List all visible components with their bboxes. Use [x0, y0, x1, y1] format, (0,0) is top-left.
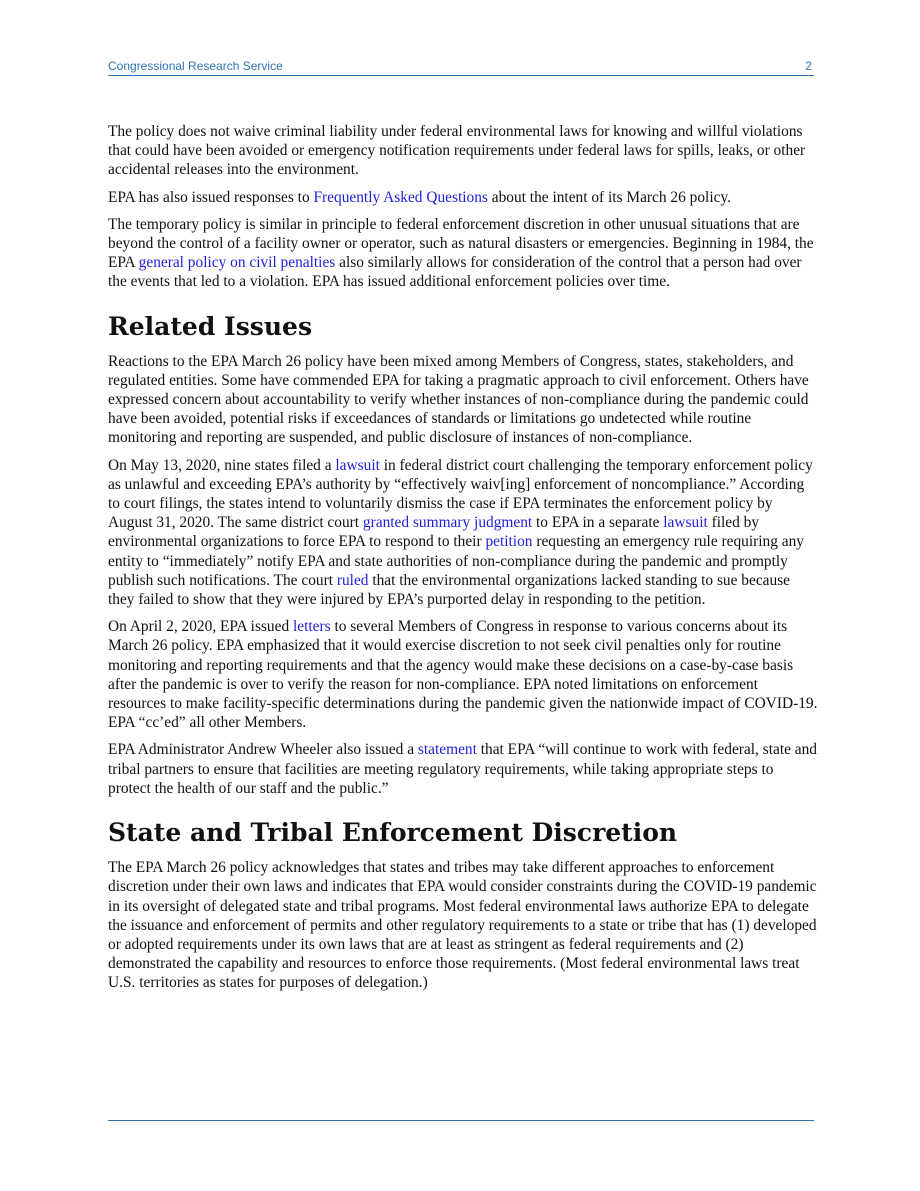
statement-link[interactable]: statement — [417, 741, 477, 759]
paragraph-criminal-liability: The policy does not waive criminal liability under federal environmental laws for knowing and willful violations that could have been avoided or emergency notification requirements under federal laws for spills, leaks, or other accidental releases into the environment. — [108, 123, 806, 179]
paragraph-letters: On April 2, 2020, EPA issued letters to several Members of Congress in response to various concerns about its March 26 policy. EPA emphasized that it would exercise discretion to not seek civil penalties only for routine monitoring and reporting requirements and that the agency would make these decisions on a case-by-case basis after the pandemic is over to verify the reason for non-compliance. EPA noted limitations on enforcement resources to make facility-specific determinations during the pandemic given the nationwide impact of COVID-19. EPA “cc’ed” all other Members. — [108, 618, 818, 732]
faq-link[interactable]: Frequently Asked Questions — [313, 188, 488, 206]
header-source: Congressional Research Service — [108, 59, 283, 73]
paragraph-statement: EPA Administrator Andrew Wheeler also issued a statement that EPA “will continue to work with federal, state and tribal partners to ensure that facilities are meeting regulatory requirements, while taking appropriate steps to protect the health of our staff and the public.” — [108, 741, 817, 797]
environmental-lawsuit-link[interactable]: lawsuit — [663, 514, 708, 532]
summary-judgment-link[interactable]: granted summary judgment — [362, 514, 533, 532]
paragraph-temporary-policy: The temporary policy is similar in principle to federal enforcement discretion in other unusual situations that are beyond the control of a facility owner or operator, such as natural disasters or emergencies. Beginning in 1984, the EPA general policy on civil penalties also similarly allows for consideration of the control that a person had over the events that led to a violation. EPA has issued additional enforcement policies over time. — [108, 215, 814, 291]
document-body — [108, 122, 818, 1001]
paragraph-state-tribal: The EPA March 26 policy acknowledges that states and tribes may take different approaches to enforcement discretion under their own laws and indicates that EPA would consider constraints during the COVID-19 pandemic in its oversight of delegated state and tribal programs. Most federal environmental laws authorize EPA to delegate the issuance and enforcement of permits and other regulatory requirements to a state or tribe that has (1) developed or adopted requirements under its own laws that are at least as stringent as federal requirements and (2) demonstrated the capability and resources to enforce those requirements. (Most federal environmental laws treat U.S. territories as states for purposes of delegation.) — [108, 859, 817, 992]
paragraph-lawsuit: On May 13, 2020, nine states filed a lawsuit in federal district court challenging the temporary enforcement policy as unlawful and exceeding EPA’s authority by “effectively waiv[ing] enforcement of noncompliance.” According to court filings, the states intend to voluntarily dismiss the case if EPA terminates the enforcement policy by August 31, 2020. The same district court granted summary judgment to EPA in a separate lawsuit filed by environmental organizations to force EPA to respond to their petition requesting an emergency rule requiring any entity to “immediately” notify EPA and state authorities of non-compliance during the pandemic and promptly publish such notifications. The court ruled that the environmental organizations lacked standing to sue because they failed to show that they were injured by EPA’s purported delay in responding to the petition. — [108, 456, 813, 609]
states-lawsuit-link[interactable]: lawsuit — [335, 456, 380, 474]
petition-link[interactable]: petition — [485, 533, 533, 551]
heading-related-issues: Related Issues — [108, 311, 313, 341]
page-number: 2 — [805, 59, 812, 73]
letters-link[interactable]: letters — [293, 618, 331, 636]
footer-divider — [108, 1120, 814, 1121]
page-header — [108, 57, 814, 76]
paragraph-reactions: Reactions to the EPA March 26 policy have been mixed among Members of Congress, states, stakeholders, and regulated entities. Some have commended EPA for taking a pragmatic approach to civil enforcement. Others have expressed concern about accountability to verify whether instances of non-compliance during the pandemic could have been avoided, potential risks if exceedances of standards or limitations go undetected while routine monitoring and reporting are suspended, and public disclosure of instances of non-compliance. — [108, 352, 809, 447]
paragraph-faq: EPA has also issued responses to Frequently Asked Questions about the intent of its March 26 policy. — [108, 188, 731, 206]
heading-state-tribal: State and Tribal Enforcement Discretion — [108, 818, 678, 848]
civil-penalties-policy-link[interactable]: general policy on civil penalties — [138, 254, 336, 272]
ruled-link[interactable]: ruled — [336, 571, 369, 589]
